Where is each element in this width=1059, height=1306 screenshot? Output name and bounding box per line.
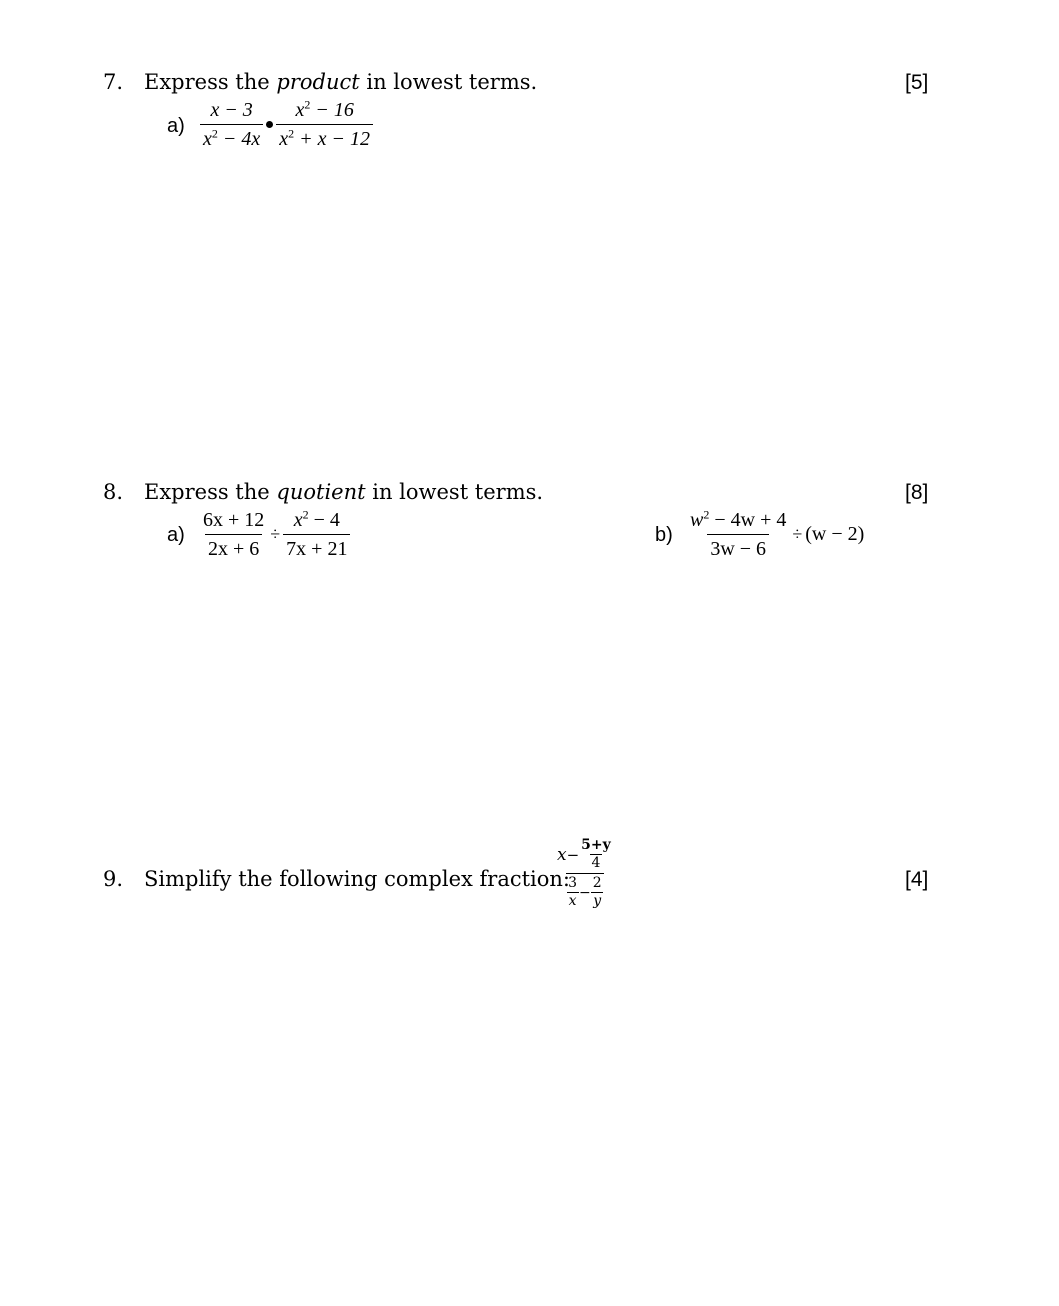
- q9-cf-den-minus: −: [579, 884, 591, 901]
- q7a-f2-den-exp: 2: [288, 126, 295, 141]
- q7-text-after: in lowest terms.: [359, 70, 538, 94]
- q7a-label: a): [167, 115, 185, 137]
- q9-cf-num-x: x: [557, 844, 567, 865]
- q7a-f1-numerator: x − 3: [210, 99, 253, 121]
- q9-complex-fraction: [557, 838, 613, 909]
- q9-marks: [4]: [905, 868, 929, 891]
- q7-text-emphasis: product: [276, 70, 360, 94]
- q9-instruction: Simplify the following complex fraction:: [144, 867, 571, 891]
- q8a-f2-denominator: 7x + 21: [283, 534, 350, 560]
- q9-cf-den-f1-num: 3: [568, 875, 578, 891]
- q8b-num-base: w: [690, 509, 704, 531]
- q7a-fraction-1: [200, 99, 263, 150]
- q9-cf-den-fraction-1: [566, 876, 579, 909]
- q8a-label: a): [167, 524, 185, 546]
- q8a-f2-num-exp: 2: [302, 507, 309, 522]
- q8a-expression: [200, 509, 350, 560]
- q7-text-before: Express the: [144, 70, 277, 94]
- q9-cf-denominator: [566, 873, 604, 909]
- q9-cf-den-f2-num: 2: [592, 875, 602, 891]
- q8-number: 8.: [103, 480, 124, 504]
- q8b-num-exp: 2: [703, 507, 710, 522]
- q9-cf-num-fraction: [579, 838, 613, 871]
- q9-cf-den-fraction-2: [591, 876, 604, 909]
- q7a-f2-num-base: x: [295, 99, 305, 121]
- q8-text-before: Express the: [144, 480, 277, 504]
- multiply-dot-icon: [266, 121, 273, 128]
- divide-icon: ÷: [270, 524, 281, 544]
- q8b-expression: [687, 509, 864, 560]
- q7-instruction: [144, 70, 537, 94]
- q9-cf-num-minus: −: [566, 845, 580, 864]
- q8b-divisor: (w − 2): [805, 523, 865, 545]
- q9-cf-num-f-den: 4: [591, 855, 601, 871]
- q7a-f1-den-base: x: [203, 128, 212, 150]
- q8a-fraction-1: [200, 509, 267, 560]
- q7a-f2-num-rest: − 16: [310, 99, 354, 121]
- q9-cf-den-f1-den: x: [568, 893, 577, 909]
- q8-text-after: in lowest terms.: [365, 480, 544, 504]
- q7-marks: [5]: [905, 71, 929, 94]
- q8b-num-rest: − 4w + 4: [709, 509, 787, 531]
- q7-number: 7.: [103, 70, 124, 94]
- q7a-fraction-2: [276, 99, 373, 150]
- q9-cf-numerator: [557, 838, 613, 873]
- q8a-f2-num-rest: − 4: [308, 509, 340, 531]
- q9-cf-den-f2-den: y: [593, 893, 602, 909]
- q8-marks: [8]: [905, 481, 929, 504]
- q8a-f1-numerator: 6x + 12: [203, 509, 265, 531]
- q7a-f1-den-rest: − 4x: [217, 128, 261, 150]
- q8b-fraction: [687, 509, 789, 560]
- q7a-f1-den-exp: 2: [211, 126, 218, 141]
- q8a-f1-denominator: 2x + 6: [205, 534, 262, 560]
- divide-icon: ÷: [792, 524, 803, 544]
- q7a-f2-den-rest: + x − 12: [294, 128, 371, 150]
- q8-instruction: [144, 480, 543, 504]
- q7a-f2-num-exp: 2: [304, 97, 311, 112]
- q7a-expression: [200, 99, 373, 150]
- q7a-f2-den-base: x: [279, 128, 289, 150]
- q8a-fraction-2: [283, 509, 350, 560]
- q8b-label: b): [655, 524, 673, 546]
- q9-cf-num-f-num: 5+y: [581, 837, 611, 853]
- q8b-denominator: 3w − 6: [707, 534, 769, 560]
- q9-number: 9.: [103, 867, 124, 891]
- q8-text-emphasis: quotient: [276, 480, 366, 504]
- q8a-f2-num-base: x: [293, 509, 303, 531]
